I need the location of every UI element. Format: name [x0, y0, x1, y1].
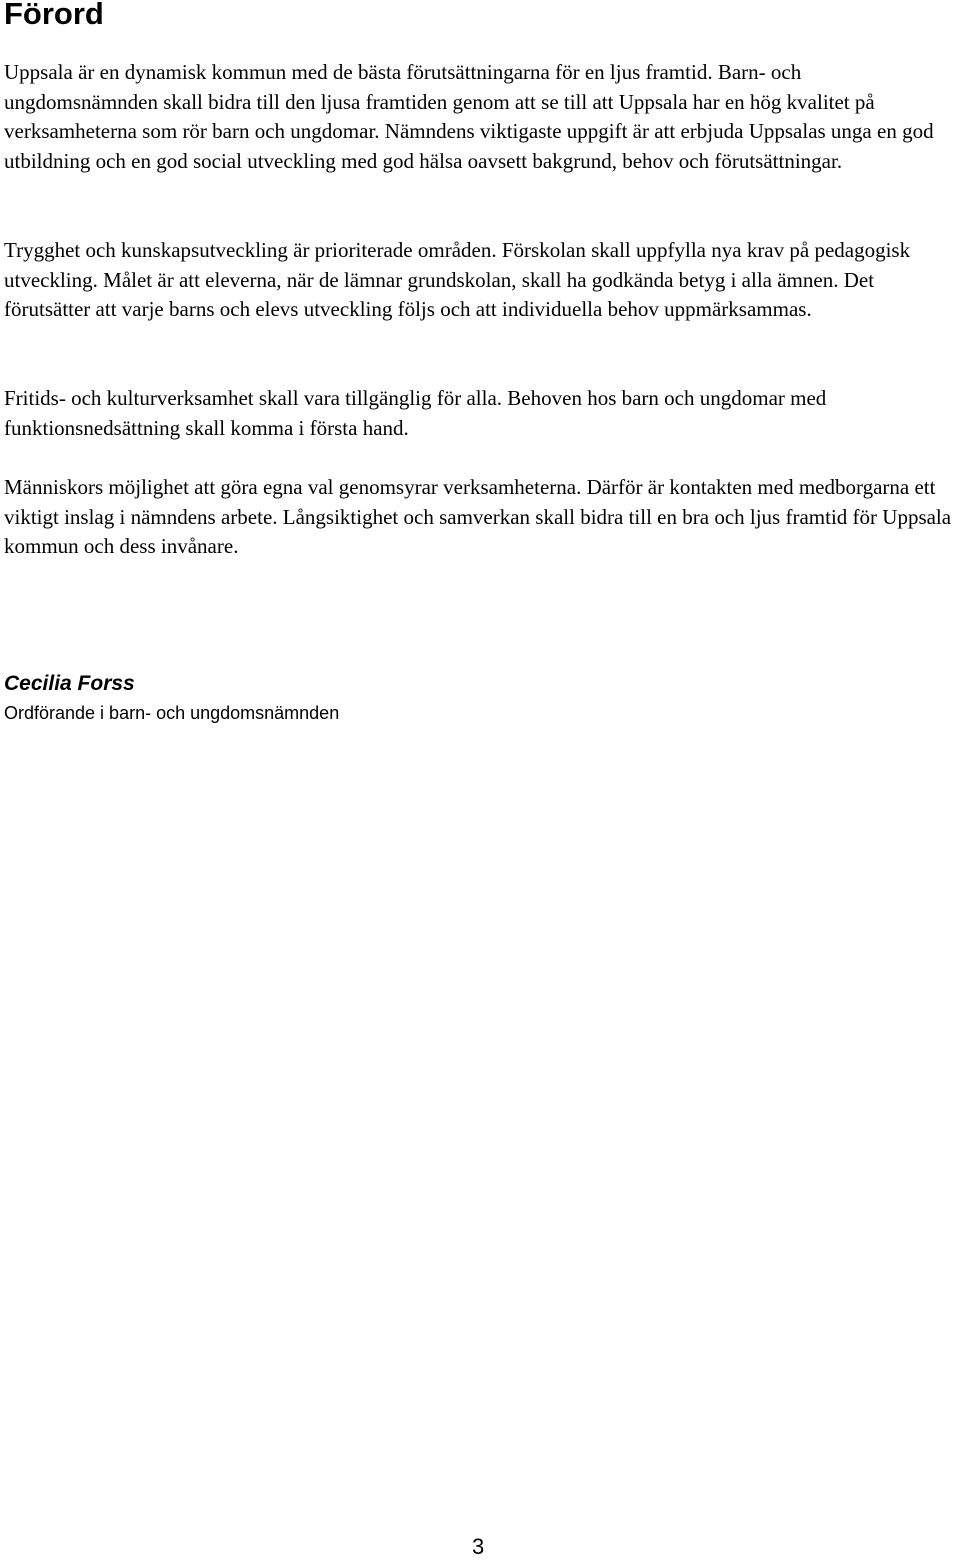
paragraph-priorities: Trygghet och kunskapsutveckling är prioriterade områden. Förskolan skall uppfylla nya krav på pedagogisk utveckling. Målet är att eleverna, när de lämnar grundskolan, skall ha godkända betyg i alla ämnen. Det förutsätter att varje barns och elevs utveckling följs och att individuella behov uppmärksammas.: [4, 238, 911, 322]
paragraph-leisure-culture: Fritids- och kulturverksamhet skall vara tillgänglig för alla. Behoven hos barn och ungdomar med funktionsnedsättning skall komma i första hand.: [4, 386, 827, 440]
page-number: 3: [472, 1534, 485, 1559]
paragraph-intro: Uppsala är en dynamisk kommun med de bästa förutsättningarna för en ljus framtid. Barn- och ungdomsnämnden skall bidra till den ljusa framtiden genom att se till att Uppsala har en hög kvalitet på verksamheterna som rör barn och ungdomar. Nämndens viktigaste uppgift är att erbjuda Uppsalas unga en god utbildning och en god social utveckling med god hälsa oavsett bakgrund, behov och förutsättningar.: [4, 60, 934, 173]
page-title: Förord: [4, 0, 104, 31]
paragraph-citizens: Människors möjlighet att göra egna val genomsyrar verksamheterna. Därför är kontakten med medborgarna ett viktigt inslag i nämndens arbete. Långsiktighet och samverkan skall bidra till en bra och ljus framtid för Uppsala kommun och dess invånare.: [4, 475, 952, 559]
signature-role: Ordförande i barn- och ungdomsnämnden: [4, 703, 340, 723]
signature-name: Cecilia Forss: [4, 672, 135, 695]
